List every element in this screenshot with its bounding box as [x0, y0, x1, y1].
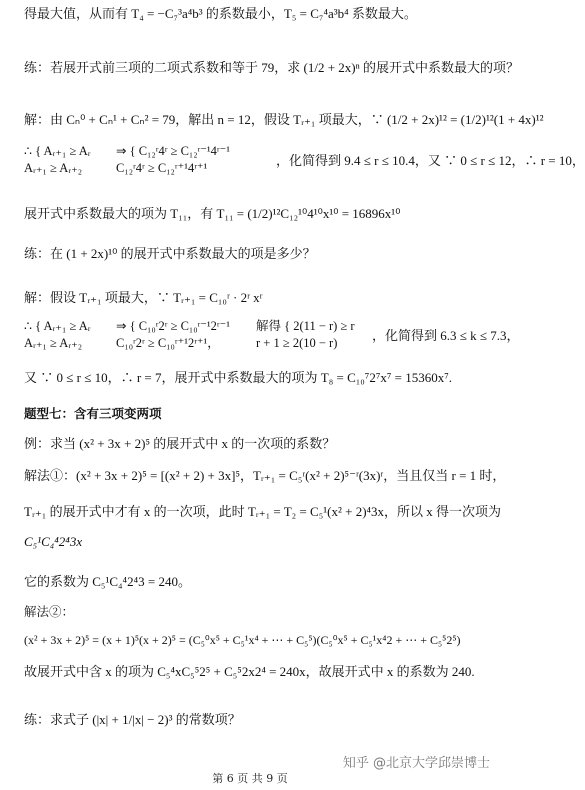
example-question: 例：求当 (x² + 3x + 2)⁵ 的展开式中 x 的一次项的系数？	[24, 436, 336, 451]
system-1-left-row2: Aᵣ₊₁ ≥ Aᵣ₊₂	[24, 161, 83, 175]
exercise-1-question: 练：若展开式前三项的二项式系数和等于 79，求 (1/2 + 2x)ⁿ 的展开式中系数最大的项？	[24, 60, 519, 75]
watermark: 知乎 @北京大学邱崇博士	[342, 756, 490, 771]
section-heading: 题型七：含有三项变两项	[24, 406, 162, 421]
system-2-right-row2: r + 1 ≥ 2(10 − r)	[256, 336, 338, 350]
system-2-left-row2: Aᵣ₊₁ ≥ Aᵣ₊₂	[24, 336, 83, 350]
system-2-mid-row1: ⇒ { C₁₀ʳ2ʳ ≥ C₁₀ʳ⁻¹2ʳ⁻¹	[116, 319, 230, 333]
system-2-result: ，化简得到 6.3 ≤ k ≤ 7.3，	[372, 328, 520, 343]
inequality-system-2	[24, 318, 520, 358]
method-1-coefficient: 它的系数为 C₅¹C₄⁴2⁴3 = 240。	[24, 574, 191, 589]
system-1-left-row1: ∴ { Aᵣ₊₁ ≥ Aᵣ	[24, 144, 91, 158]
inequality-system-1	[24, 143, 585, 183]
method-2-expansion: (x² + 3x + 2)⁵ = (x + 1)⁵(x + 2)⁵ = (C₅⁰x⁵ + C₅¹x⁴ + ⋯ + C₅⁵)(C₅⁰x⁵ + C₅¹x⁴2 + ⋯ + C₅⁵2⁵)	[24, 633, 461, 647]
exercise-2-question: 练：在 (1 + 2x)¹⁰ 的展开式中系数最大的项是多少？	[24, 246, 316, 261]
system-2-right-row1: 解得 { 2(11 − r) ≥ r	[256, 319, 355, 333]
method-1-line-2: Tᵣ₊₁ 的展开式中才有 x 的一次项，此时 Tᵣ₊₁ = T₂ = C₅¹(x² + 2)⁴3x，所以 x 得一次项为	[24, 504, 502, 519]
system-1-right-row1: ⇒ { C₁₂ʳ4ʳ ≥ C₁₂ʳ⁻¹4ʳ⁻¹	[116, 144, 230, 158]
method-1-term: C₅¹C₄⁴2⁴3x	[24, 534, 83, 549]
exercise-2-answer: 又 ∵ 0 ≤ r ≤ 10，∴ r = 7，展开式中系数最大的项为 T₈ = C₁₀⁷2⁷x⁷ = 15360x⁷.	[24, 370, 453, 385]
exercise-3-question: 练：求式子 (|x| + 1/|x| − 2)³ 的常数项？	[24, 712, 241, 727]
system-1-right-row2: C₁₂ʳ4ʳ ≥ C₁₂ʳ⁺¹4ʳ⁺¹	[116, 161, 208, 175]
page-footer: 第 6 页 共 9 页	[212, 772, 288, 785]
exercise-2-solution-start: 解：假设 Tᵣ₊₁ 项最大，∵ Tᵣ₊₁ = C₁₀ʳ · 2ʳ xʳ	[24, 290, 263, 305]
system-2-left-row1: ∴ { Aᵣ₊₁ ≥ Aᵣ	[24, 319, 91, 333]
method-2-result: 故展开式中含 x 的项为 C₅⁴xC₅⁵2⁵ + C₅⁵2x2⁴ = 240x，故展开式中 x 的系数为 240.	[24, 664, 475, 679]
system-2-mid-row2: C₁₀ʳ2ʳ ≥ C₁₀ʳ⁺¹2ʳ⁺¹，	[116, 336, 220, 350]
system-1-result: ，化简得到 9.4 ≤ r ≤ 10.4，又 ∵ 0 ≤ r ≤ 12，∴ r = 10，	[276, 153, 585, 168]
exercise-1-solution-start: 解：由 Cₙ⁰ + Cₙ¹ + Cₙ² = 79，解出 n = 12，假设 Tᵣ₊₁ 项最大，∵ (1/2 + 2x)¹² = (1/2)¹²(1 + 4x)¹²	[24, 112, 544, 127]
method-2-label: 解法②：	[24, 604, 75, 619]
method-1-line-1: 解法①：(x² + 3x + 2)⁵ = [(x² + 2) + 3x]⁵，Tᵣ₊₁ = C₅ʳ(x² + 2)⁵⁻ʳ(3x)ʳ，当且仅当 r = 1 时，	[24, 468, 506, 483]
text-line-1: 得最大值，从而有 T₄ = −C₇³a⁴b³ 的系数最小，T₅ = C₇⁴a³b⁴ 系数最大。	[24, 6, 417, 21]
exercise-1-answer: 展开式中系数最大的项为 T₁₁，有 T₁₁ = (1/2)¹²C₁₂¹⁰4¹⁰x¹⁰ = 16896x¹⁰	[24, 206, 401, 221]
